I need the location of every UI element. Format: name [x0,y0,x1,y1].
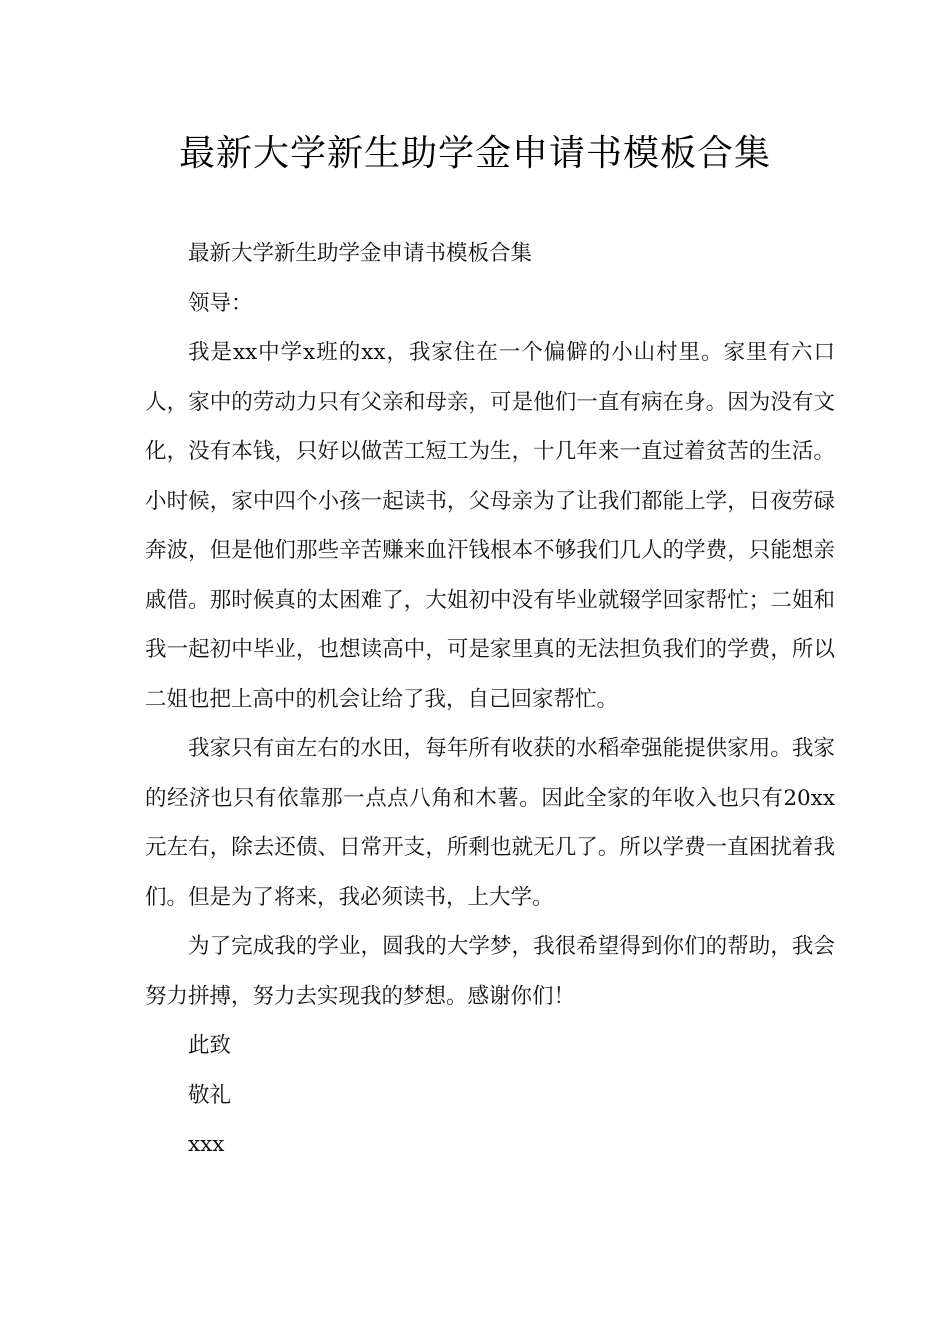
salutation: 领导： [188,290,253,316]
paragraph-request: 为了完成我的学业，圆我的大学梦，我很希望得到你们的帮助，我会努力拼搏，努力去实现我的梦想。感谢你们！ [145,934,835,1009]
document-title: 最新大学新生助学金申请书模板合集 [178,133,771,174]
closing-line-1: 此致 [188,1033,232,1058]
document-body [145,229,835,1170]
closing-line-2: 敬礼 [188,1082,232,1108]
paragraph-income: 我家只有亩左右的水田，每年所有收获的水稻牵强能提供家用。我家的经济也只有依靠那一点点八角和木薯。因此全家的年收入也只有20xx元左右，除去还债、日常开支，所剩也就无几了。所以学费一直困扰着我们。但是为了将来，我必须读书，上大学。 [145,736,835,910]
document-subtitle: 最新大学新生助学金申请书模板合集 [188,241,533,266]
paragraph-family: 我是xx中学x班的xx，我家住在一个偏僻的小山村里。家里有六口人，家中的劳动力只有父亲和母亲，可是他们一直有病在身。因为没有文化，没有本钱，只好以做苦工短工为生，十几年来一直过着贫苦的生活。小时候，家中四个小孩一起读书，父母亲为了让我们都能上学，日夜劳碌奔波，但是他们那些辛苦赚来血汗钱根本不够我们几人的学费，只能想亲戚借。那时候真的太困难了，大姐初中没有毕业就辍学回家帮忙；二姐和我一起初中毕业，也想读高中，可是家里真的无法担负我们的学费，所以二姐也把上高中的机会让给了我，自己回家帮忙。 [145,340,835,712]
signature: xxx [188,1132,225,1157]
